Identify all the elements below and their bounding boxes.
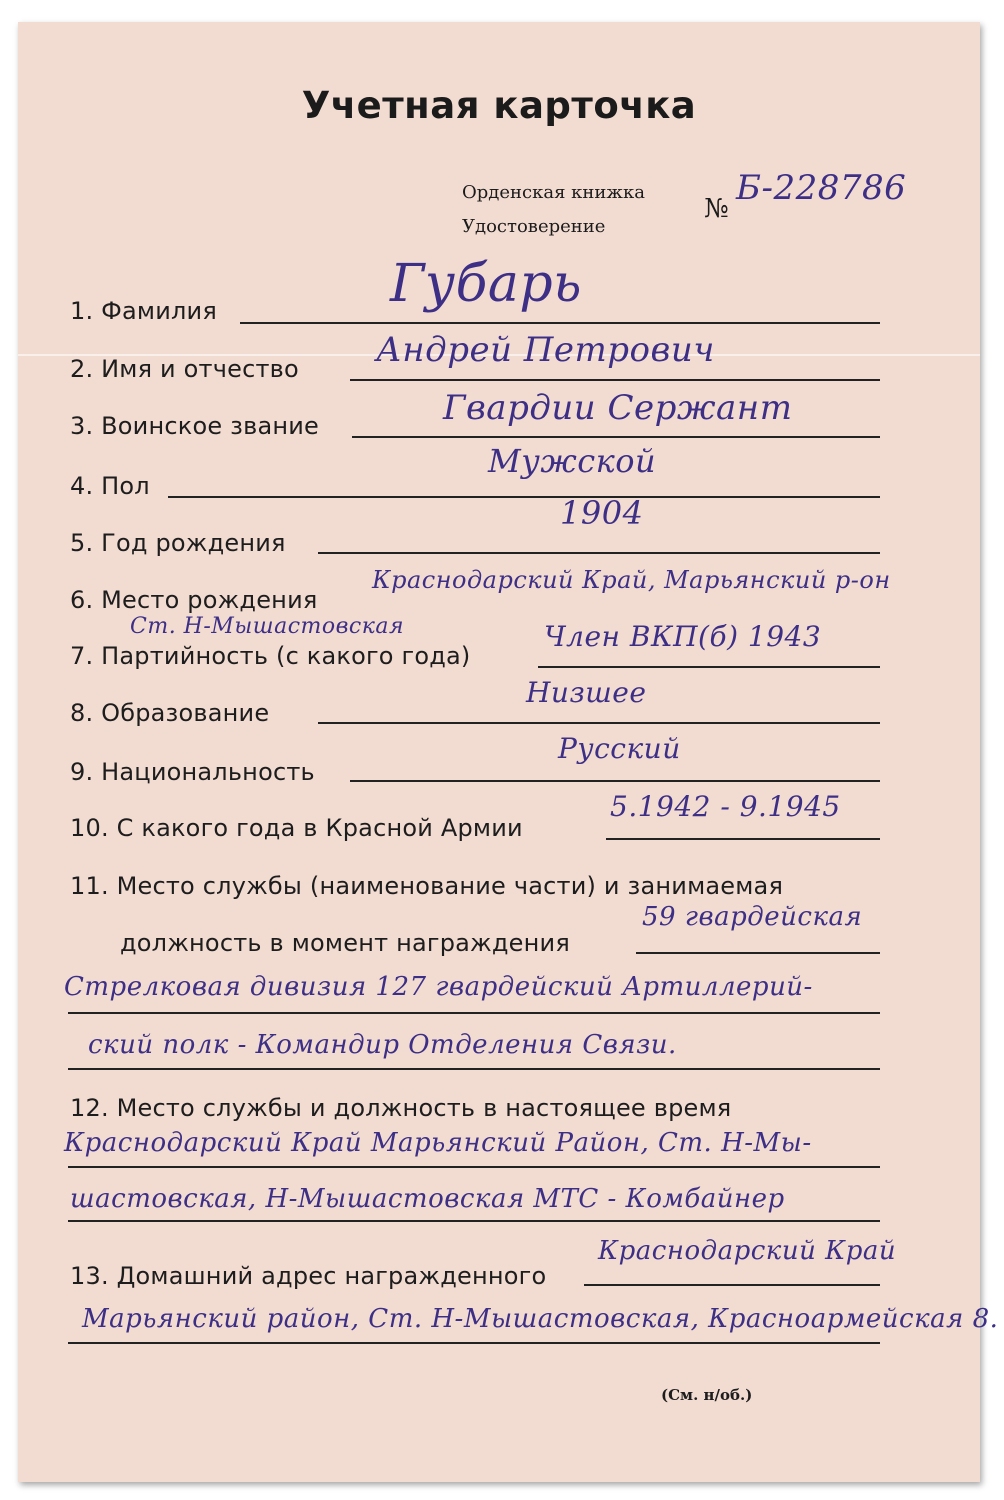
field-rank-value: Гвардии Сержант xyxy=(443,388,793,428)
field-service-line-3 xyxy=(68,1068,880,1070)
see-reverse-note: (См. н/об.) xyxy=(661,1386,753,1404)
field-birthplace-value-2: Ст. Н-Мышастовская xyxy=(130,614,405,639)
field-home-address-value-2: Марьянский район, Ст. Н-Мышастовская, Красноармейская 8. xyxy=(82,1304,999,1334)
field-name-label: 2. Имя и отчество xyxy=(70,355,299,383)
field-education-label: 8. Образование xyxy=(70,699,270,727)
field-service-label: 11. Место службы (наименование части) и занимаемая xyxy=(70,872,784,900)
field-home-address-line-2 xyxy=(68,1342,880,1344)
field-home-address-label: 13. Домашний адрес награжденного xyxy=(70,1262,547,1290)
field-surname-line xyxy=(240,322,880,324)
field-party-line xyxy=(538,666,880,668)
field-rank-label: 3. Воинское звание xyxy=(70,412,320,440)
field-army-since-value: 5.1942 - 9.1945 xyxy=(610,790,841,823)
field-education-line xyxy=(318,722,880,724)
field-service-value-1: 59 гвардейская xyxy=(642,902,863,932)
field-surname-label: 1. Фамилия xyxy=(70,297,217,325)
field-sex-line xyxy=(168,496,880,498)
field-service-label-2: должность в момент награждения xyxy=(120,929,570,957)
field-service-line-1 xyxy=(636,952,880,954)
certificate-label: Удостоверение xyxy=(462,216,606,237)
field-birthplace-value: Краснодарский Край, Марьянский р-он xyxy=(372,566,891,594)
field-service-line-2 xyxy=(68,1012,880,1014)
field-current-service-line-2 xyxy=(68,1220,880,1222)
field-army-since-line xyxy=(606,838,880,840)
field-rank-line xyxy=(352,436,880,438)
field-name-value: Андрей Петрович xyxy=(376,330,715,370)
field-home-address-value-1: Краснодарский Край xyxy=(598,1236,897,1266)
award-record-card xyxy=(18,22,999,1482)
field-current-service-value-1: Краснодарский Край Марьянский Район, Ст. Н-Мы- xyxy=(64,1128,812,1158)
field-party-value: Член ВКП(б) 1943 xyxy=(544,620,822,653)
field-service-value-2: Стрелковая дивизия 127 гвардейский Артиллерий- xyxy=(64,972,813,1002)
field-current-service-value-2: шастовская, Н-Мышастовская МТС - Комбайнер xyxy=(70,1184,785,1214)
field-name-line xyxy=(350,379,880,381)
order-book-label: Орденская книжка xyxy=(462,182,645,203)
field-birthplace-label: 6. Место рождения xyxy=(70,586,318,614)
order-book-number: Б-228786 xyxy=(736,168,907,208)
field-birthyear-value: 1904 xyxy=(560,494,644,532)
field-nationality-label: 9. Национальность xyxy=(70,758,315,786)
field-service-value-3: ский полк - Командир Отделения Связи. xyxy=(88,1030,677,1060)
field-birthyear-label: 5. Год рождения xyxy=(70,529,286,557)
field-birthyear-line xyxy=(318,552,880,554)
field-current-service-label: 12. Место службы и должность в настоящее время xyxy=(70,1094,732,1122)
field-nationality-line xyxy=(350,780,880,782)
field-army-since-label: 10. С какого года в Красной Армии xyxy=(70,814,523,842)
field-current-service-line-1 xyxy=(68,1166,880,1168)
field-party-label: 7. Партийность (с какого года) xyxy=(70,642,471,670)
card-title: Учетная карточка xyxy=(301,84,697,127)
field-education-value: Низшее xyxy=(526,676,647,709)
field-surname-value: Губарь xyxy=(390,254,582,314)
field-home-address-line-1 xyxy=(584,1284,880,1286)
field-nationality-value: Русский xyxy=(558,732,681,765)
field-sex-value: Мужской xyxy=(488,442,657,480)
field-sex-label: 4. Пол xyxy=(70,472,150,500)
number-sign: № xyxy=(704,194,729,224)
